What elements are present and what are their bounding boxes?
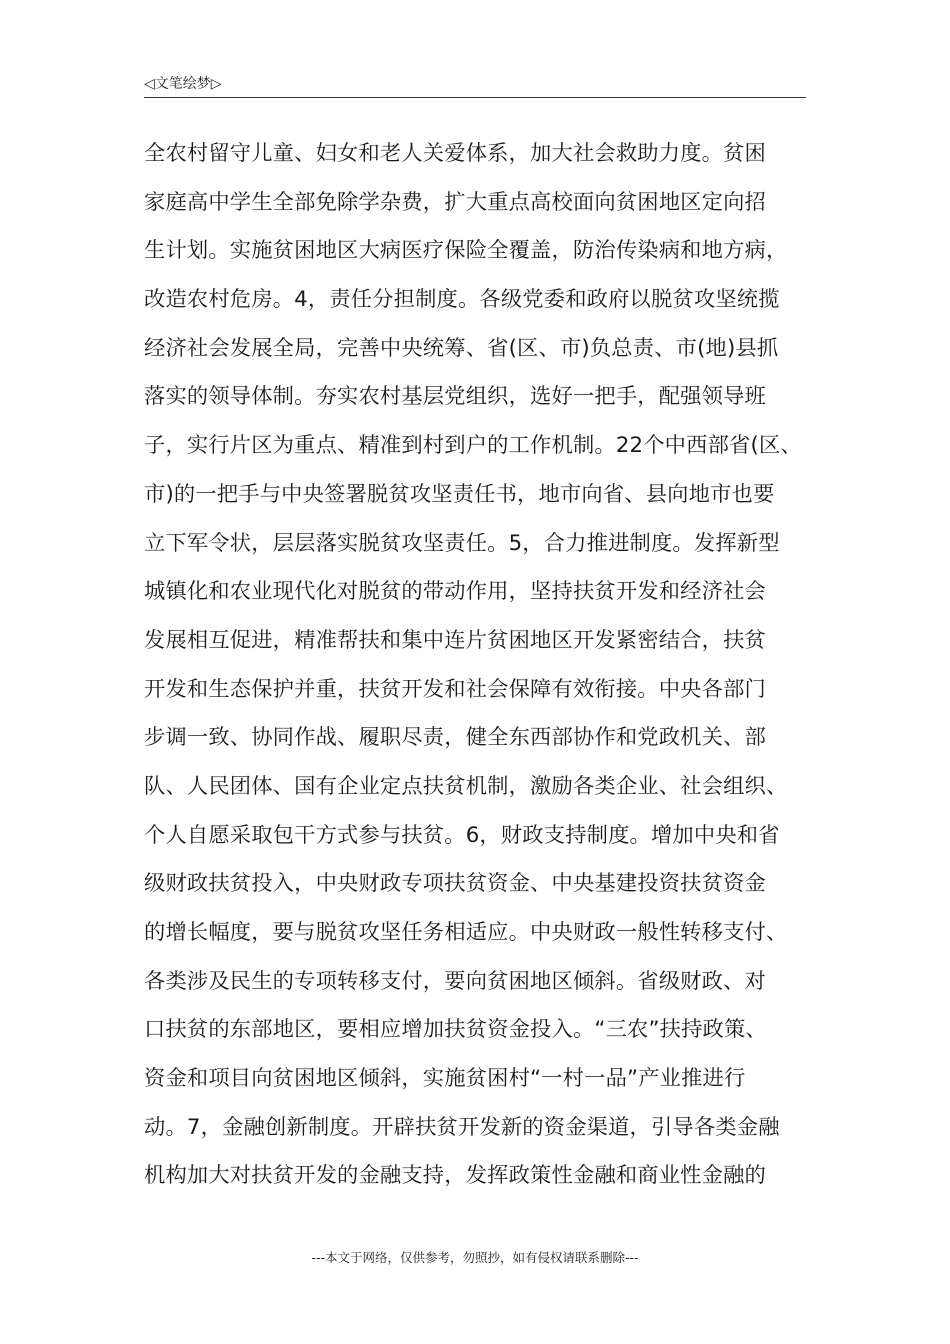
text-line: 步调一致、协同作战、履职尽责，健全东西部协作和党政机关、部 xyxy=(144,725,766,751)
text-line: 子，实行片区为重点、精准到村到户的工作机制。22个中西部省(区、 xyxy=(144,433,802,459)
text-line: 资金和项目向贫困地区倾斜，实施贫困村“一村一品”产业推进行 xyxy=(144,1066,746,1092)
body-text xyxy=(144,130,814,1201)
text-line: 口扶贫的东部地区，要相应增加扶贫资金投入。“三农”扶持政策、 xyxy=(144,1017,767,1043)
text-line: 级财政扶贫投入，中央财政专项扶贫资金、中央基建投资扶贫资金 xyxy=(144,871,766,897)
text-line: 机构加大对扶贫开发的金融支持，发挥政策性金融和商业性金融的 xyxy=(144,1163,766,1189)
page-header-title: ◁文笔绘梦▷ xyxy=(144,76,222,92)
text-line: 动。7，金融创新制度。开辟扶贫开发新的资金渠道，引导各类金融 xyxy=(144,1114,780,1140)
text-line: 家庭高中学生全部免除学杂费，扩大重点高校面向贫困地区定向招 xyxy=(144,189,766,215)
text-line: 改造农村危房。4，责任分担制度。各级党委和政府以脱贫攻坚统揽 xyxy=(144,287,780,313)
text-line: 落实的领导体制。夯实农村基层党组织，选好一把手，配强领导班 xyxy=(144,384,766,410)
text-line: 队、人民团体、国有企业定点扶贫机制，激励各类企业、社会组织、 xyxy=(144,773,788,799)
header-divider xyxy=(144,97,806,98)
text-line: 城镇化和农业现代化对脱贫的带动作用，坚持扶贫开发和经济社会 xyxy=(144,579,766,605)
text-line: 的增长幅度，要与脱贫攻坚任务相适应。中央财政一般性转移支付、 xyxy=(144,920,788,945)
text-line: 发展相互促进，精准帮扶和集中连片贫困地区开发紧密结合，扶贫 xyxy=(144,627,766,653)
text-line: 经济社会发展全局，完善中央统筹、省(区、市)负总责、市(地)县抓 xyxy=(144,335,779,361)
page-footer-disclaimer: ---本文于网络，仅供参考，勿照抄，如有侵权请联系删除--- xyxy=(311,1250,639,1265)
text-line: 市)的一把手与中央签署脱贫攻坚责任书，地市向省、县向地市也要 xyxy=(144,481,775,507)
text-line: 个人自愿采取包干方式参与扶贫。6，财政支持制度。增加中央和省 xyxy=(144,822,780,848)
text-line: 全农村留守儿童、妇女和老人关爱体系，加大社会救助力度。贫困 xyxy=(144,141,766,166)
text-line: 各类涉及民生的专项转移支付，要向贫困地区倾斜。省级财政、对 xyxy=(144,968,766,994)
text-line: 立下军令状，层层落实脱贫攻坚责任。5，合力推进制度。发挥新型 xyxy=(144,530,780,556)
text-line: 开发和生态保护并重，扶贫开发和社会保障有效衔接。中央各部门 xyxy=(144,676,766,702)
text-line: 生计划。实施贫困地区大病医疗保险全覆盖，防治传染病和地方病， xyxy=(144,238,788,264)
